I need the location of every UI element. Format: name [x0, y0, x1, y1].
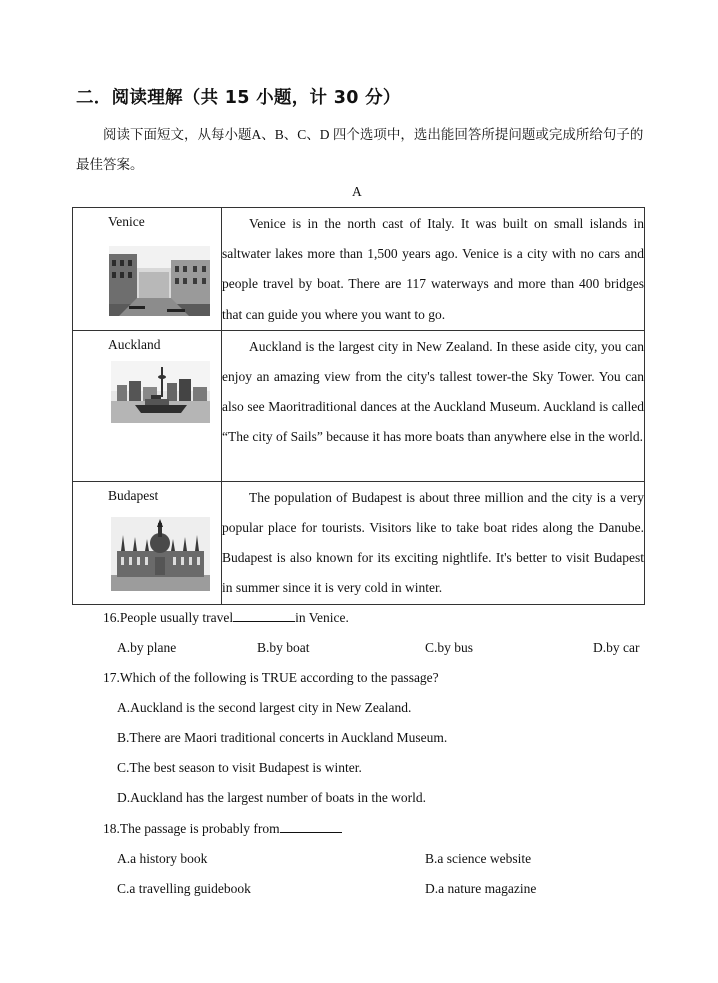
- question-18-option-c: C.a travelling guidebook: [117, 881, 251, 896]
- passage-text: Auckland is the largest city in New Zealand. In these aside city, you can enjoy an amazing view from the city's tallest tower-the Sky Tower. You can also see Maoritraditional dances at the Auckland Museum. Auckland is called “The city of Sails” because it has more boats than anywhere else in the world.: [222, 338, 644, 445]
- city-cell: [73, 208, 222, 331]
- passage-text-cell: [222, 481, 645, 604]
- budapest-parliament-photo: [111, 517, 210, 591]
- passage-row-budapest: [73, 481, 645, 604]
- city-cell: [73, 330, 222, 481]
- city-name: Venice: [108, 214, 145, 229]
- question-18-option-b: B.a science website: [425, 851, 532, 866]
- passage-row-auckland: [73, 330, 645, 481]
- city-name: Auckland: [108, 336, 161, 352]
- venice-canal-photo: [109, 246, 210, 316]
- passage-text: The population of Budapest is about three million and the city is a very popular place for tourists. Visitors like to take boat rides along the Danube. Budapest is also known for its exciting nightlife. It's better to visit Budapest in summer since it is very cold in winter.: [222, 489, 644, 596]
- question-18-option-a: A.a history book: [117, 851, 208, 866]
- question-16-option-d: D.by car: [593, 640, 640, 655]
- passage-text-cell: [222, 330, 645, 481]
- question-17-option-d: D.Auckland has the largest number of boats in the world.: [117, 790, 427, 805]
- city-name: Budapest: [108, 487, 159, 503]
- question-18-stem: [103, 821, 342, 837]
- question-stem-before: 16.People usually travel: [103, 610, 234, 625]
- question-16-option-b: B.by boat: [257, 640, 310, 655]
- question-17-option-b: B.There are Maori traditional concerts in Auckland Museum.: [117, 730, 448, 745]
- part-label: A: [352, 184, 362, 199]
- passage-row-venice: [73, 208, 645, 331]
- question-17-stem: 17.Which of the following is TRUE according to the passage?: [103, 670, 439, 685]
- answer-blank: [233, 610, 295, 622]
- answer-blank: [280, 821, 342, 833]
- section-heading: 二．阅读理解（共 15 小题，计 30 分）: [76, 88, 401, 108]
- question-16-option-c: C.by bus: [425, 640, 474, 655]
- passage-text-cell: [222, 208, 645, 331]
- question-16-option-a: A.by plane: [117, 640, 177, 655]
- question-18-option-d: D.a nature magazine: [425, 881, 537, 896]
- question-16-stem: [103, 610, 349, 626]
- passage-table: [72, 207, 645, 605]
- passage-text: Venice is in the north cast of Italy. It was built on small islands in saltwater lakes more than 1,500 years ago. Venice is a city with no cars and people travel by boat. There are 117 waterways and more than 400 bridges that can guide you where you want to go.: [222, 216, 644, 322]
- instructions: 阅读下面短文，从每小题A、B、C、D 四个选项中，选出能回答所提问题或完成所给句子的最佳答案。: [76, 127, 644, 172]
- question-17-option-c: C.The best season to visit Budapest is winter.: [117, 760, 362, 775]
- question-stem: 18.The passage is probably from: [103, 821, 280, 836]
- question-stem-after: in Venice.: [295, 610, 349, 625]
- auckland-skyline-photo: [111, 361, 210, 423]
- question-17-option-a: A.Auckland is the second largest city in New Zealand.: [117, 700, 412, 715]
- city-cell: [73, 481, 222, 604]
